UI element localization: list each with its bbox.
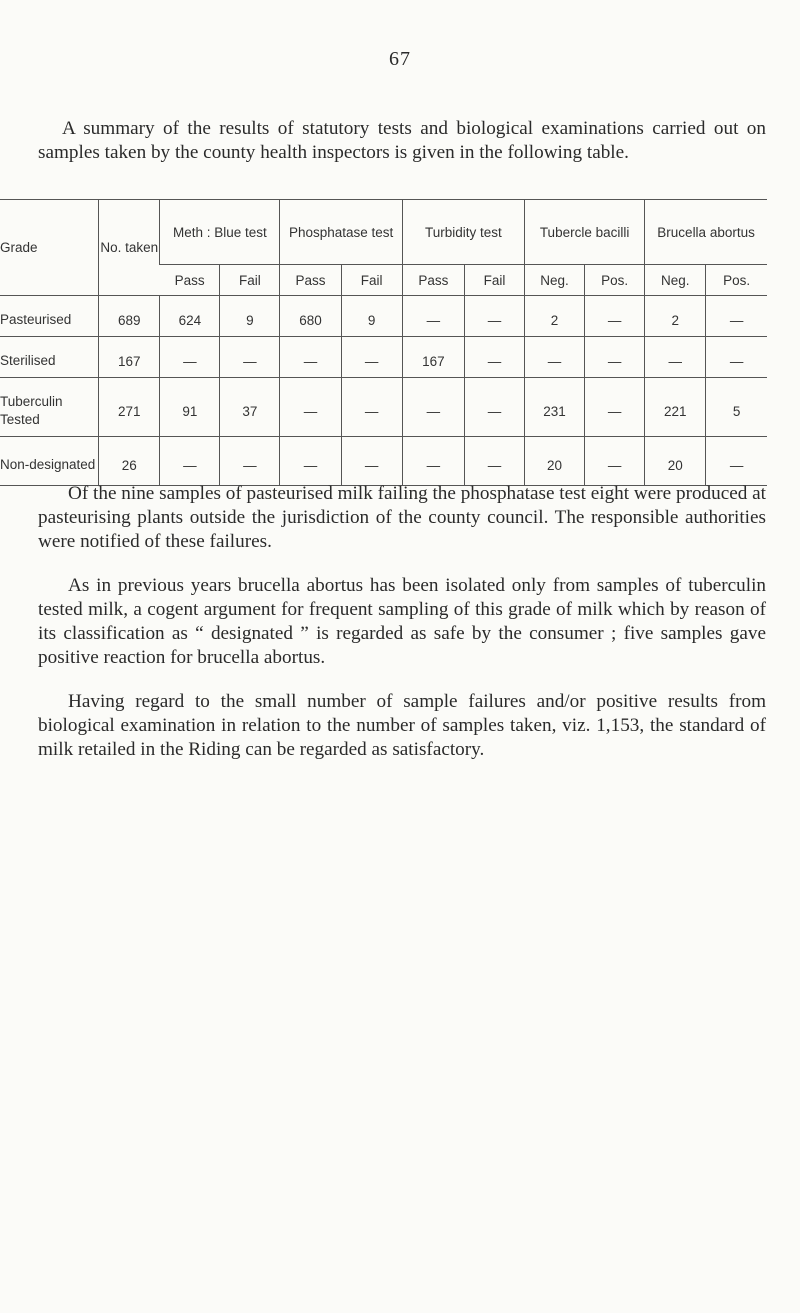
subheader-cell: Pos. (585, 265, 645, 296)
subheader-cell: Neg. (645, 265, 706, 296)
table-cell: — (464, 337, 524, 378)
subheader-cell: Fail (220, 265, 280, 296)
table-cell: — (645, 337, 706, 378)
table-cell: — (464, 437, 524, 486)
results-table (0, 199, 767, 486)
table-cell: — (402, 378, 464, 437)
subheader-cell: Pass (280, 265, 341, 296)
subheader-cell: Pass (160, 265, 220, 296)
table-cell: — (341, 378, 402, 437)
header-turbidity: Turbidity test (402, 200, 524, 265)
table-cell: — (160, 437, 220, 486)
table-cell: 689 (99, 296, 160, 337)
table-cell: 20 (525, 437, 585, 486)
table-row (0, 337, 767, 378)
row-grade: Sterilised (0, 337, 99, 378)
table-cell: — (525, 337, 585, 378)
table-cell: 2 (525, 296, 585, 337)
table-row (0, 296, 767, 337)
table-cell: 26 (99, 437, 160, 486)
subheader-cell: Fail (464, 265, 524, 296)
table-cell: — (220, 337, 280, 378)
page-number: 67 (389, 48, 411, 70)
table-cell: 9 (220, 296, 280, 337)
intro-paragraph: A summary of the results of statutory tests and biological examinations carried out on samples taken by the county health inspectors is given in the following table. (38, 118, 766, 163)
subheader-cell: Pos. (706, 265, 767, 296)
table-cell: — (585, 378, 645, 437)
table-cell: 221 (645, 378, 706, 437)
row-grade: Pasteurised (0, 296, 99, 337)
header-no-taken: No. taken (99, 200, 160, 296)
table-cell: — (280, 337, 341, 378)
table-cell: 167 (99, 337, 160, 378)
table-cell: — (706, 296, 767, 337)
table-cell: — (585, 437, 645, 486)
table-cell: — (341, 337, 402, 378)
header-grade: Grade (0, 200, 99, 296)
header-brucella: Brucella abortus (645, 200, 767, 265)
header-phosphatase: Phosphatase test (280, 200, 402, 265)
table-cell: 680 (280, 296, 341, 337)
table-cell: 91 (160, 378, 220, 437)
table-cell: 167 (402, 337, 464, 378)
table-cell: 271 (99, 378, 160, 437)
subheader-cell: Fail (341, 265, 402, 296)
table-cell: 231 (525, 378, 585, 437)
table-cell: 37 (220, 378, 280, 437)
paragraph-conclusion: Having regard to the small number of sample failures and/or positive results from biological examination in relation to the number of samples taken, viz. 1,153, the standard of milk retailed in the Riding can be regarded as satisfactory. (38, 691, 766, 760)
table-cell: — (585, 296, 645, 337)
table-cell: — (160, 337, 220, 378)
row-grade: Tuberculin Tested (0, 378, 99, 437)
table-cell: 9 (341, 296, 402, 337)
table-row (0, 378, 767, 437)
table-cell: — (280, 437, 341, 486)
row-grade: Non-designated (0, 437, 99, 486)
table-cell: 5 (706, 378, 767, 437)
table-cell: — (280, 378, 341, 437)
header-meth-blue: Meth : Blue test (160, 200, 280, 265)
table-cell: 624 (160, 296, 220, 337)
table-cell: — (341, 437, 402, 486)
table-cell: — (585, 337, 645, 378)
table-cell: — (464, 378, 524, 437)
subheader-cell: Pass (402, 265, 464, 296)
table-header-row (0, 200, 767, 265)
table-cell: — (402, 296, 464, 337)
table-cell: 2 (645, 296, 706, 337)
table-cell: — (706, 437, 767, 486)
header-tubercle: Tubercle bacilli (525, 200, 645, 265)
paragraph-brucella: As in previous years brucella abortus has been isolated only from samples of tuberculin tested milk, a cogent argument for frequent sampling of this grade of milk which by reason of its classification as “ designated ” is regarded as safe by the consumer ; five samples gave positive reaction for brucella abortus. (38, 575, 766, 668)
table-cell: — (402, 437, 464, 486)
subheader-cell: Neg. (525, 265, 585, 296)
table-row (0, 437, 767, 486)
table-cell: — (464, 296, 524, 337)
table-cell: — (220, 437, 280, 486)
table-cell: — (706, 337, 767, 378)
paragraph-phosphatase-failures: Of the nine samples of pasteurised milk failing the phosphatase test eight were produced at pasteurising plants outside the jurisdiction of the county council. The responsible authorities were notified of these failures. (38, 483, 767, 552)
table-cell: 20 (645, 437, 706, 486)
